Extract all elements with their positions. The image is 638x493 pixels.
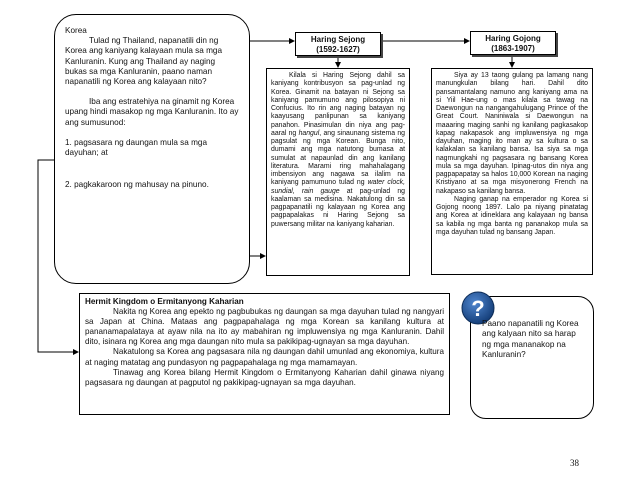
sejong-text-2: , ang sinaunang sistema ng pagsulat ng mga Korean. Bunga nito, dumami ang mga natutong bumasa at sumulat at napaunlad din ang kanilang literatura. Marami ring mahahalagang imbensiyon ang nagawa sa ilalim na kaniyang pamumuno tulad ng	[271, 129, 405, 187]
korea-para-2: Iba ang estratehiya na ginamit ng Korea upang hindi masakop ng mga Kanluranin. Ito ay ang sumusunod:	[65, 97, 239, 127]
sejong-text-box	[266, 68, 410, 276]
page-number: 38	[570, 458, 579, 468]
korea-title: Korea	[65, 26, 87, 35]
hermit-title: Hermit Kingdom o Ermitanyong Kaharian	[85, 297, 244, 306]
sejong-years: (1592-1627)	[316, 45, 360, 54]
sejong-inventions: water clock, sundial, rain gauge	[271, 179, 405, 195]
hermit-para-3: Tinawag ang Korea bilang Hermit Kingdom o Ermitanyong Kaharian dahil ginawa niyang pagsasara ng daungan at pagputol ng pakikipag-ugnayan sa mga dayuhan.	[85, 367, 444, 387]
hermit-kingdom-box	[79, 293, 450, 415]
sejong-hangul: hangul	[298, 129, 320, 137]
gojong-name: Haring Gojong	[485, 34, 541, 43]
korea-intro-box	[54, 14, 250, 284]
korea-item-2: 2. pagkakaroon ng mahusay na pinuno.	[65, 180, 209, 190]
gojong-para-1: Siya ay 13 taong gulang pa lamang nang manungkulan bilang hari. Dahil dito pansamantalang namuno ang kaniyang ama na si Yiil Hae-ung o mas kilala sa tawag na Daewongun na nangangahulugang Prince of the Great Court. Naniniwala si Daewongun na maaaring maging sanhi ng kanilang pagkasakop kapag nakapasok ang impluwensiya ng mga dayuhan, maging ito man ay sa kultura o sa kalakalan sa kanilang bansa. Isa siya sa mga nagmungkahi ng pagsasara ng bansang Korea mula sa mga dayuhan. Ipinag-utos din niya ang pagpapapatay sa halos 10,000 Korean na naging Kristiyano at sa mga misyonerong French na nakapaso sa kanilang bansa.	[436, 72, 588, 195]
hermit-para-1: Nakita ng Korea ang epekto ng pagbubukas ng daungan sa mga dayuhan tulad ng nangyari sa Japan at China. Mataas ang pagpapahalaga ng mga Korean sa kanilang kultura at pananamapalataya at ayaw nila na ito ay mabahiran ng impluwensiya ng mga Kanluranin. Dahil dito, isinara ng Korea ang mga daungan nito mula sa pakikipag-ugnayan sa mga dayuhan.	[85, 307, 444, 347]
hermit-para-2: Nakatulong sa Korea ang pagsasara nila ng daungan dahil umunlad ang ekonomiya, kultura at naging matatag ang pundasyon ng pagpapahalaga ng mga mamamayan.	[85, 347, 444, 367]
question-glyph: ?	[471, 296, 485, 321]
gojong-years: (1863-1907)	[491, 44, 535, 53]
sejong-name: Haring Sejong	[310, 35, 366, 44]
gojong-para-2: Naging ganap na emperador ng Korea si Gojong noong 1897. Lalo pa niyang pinatatag ang Korea at idineklara ang kalayaan ng bansa sa kabila ng mga banta ng pananakop mula sa mga dayuhan tulad ng bansang Japan.	[436, 195, 588, 236]
korea-item-1: 1. pagsasara ng daungan mula sa mga dayuhan; at	[65, 137, 208, 158]
gojong-text-box	[431, 68, 593, 275]
gojong-label-box	[470, 31, 556, 55]
sejong-text-1: Kilala si Haring Sejong dahil sa kaniyang kontribusyon sa pag-unlad ng Korea. Ginamit na batayan ni Sejong sa kaniyang pamumuno ang pilosopiya ni Confucius. Ito rin ang naging batayan ng kaayusang panlipunan sa kaniyang panahon. Pinasimulan din niya ang pag-aaral ng	[271, 72, 405, 137]
question-text: Paano napanatili ng Korea ang kalyaan nito sa harap ng mga mananakop na Kanluranin?	[482, 319, 579, 360]
sejong-text-3: at pag-unlad ng kaalaman sa medisina. Nakatulong din sa pagpapanatili ng kalayaan ng Korea ang pagpapalakas ni Haring Sejong sa puwersang militar na kaniyang kaharian.	[271, 187, 405, 228]
korea-para-1: Tulad ng Thailand, napanatili din ng Korea ang kaniyang kalayaan mula sa mga Kanluranin. Kung ang Thailand ay naging bukas sa mga Kanluranin, paano naman napanatili ng Korea ang kalayaan nito?	[65, 36, 223, 87]
sejong-label-box	[295, 32, 381, 56]
